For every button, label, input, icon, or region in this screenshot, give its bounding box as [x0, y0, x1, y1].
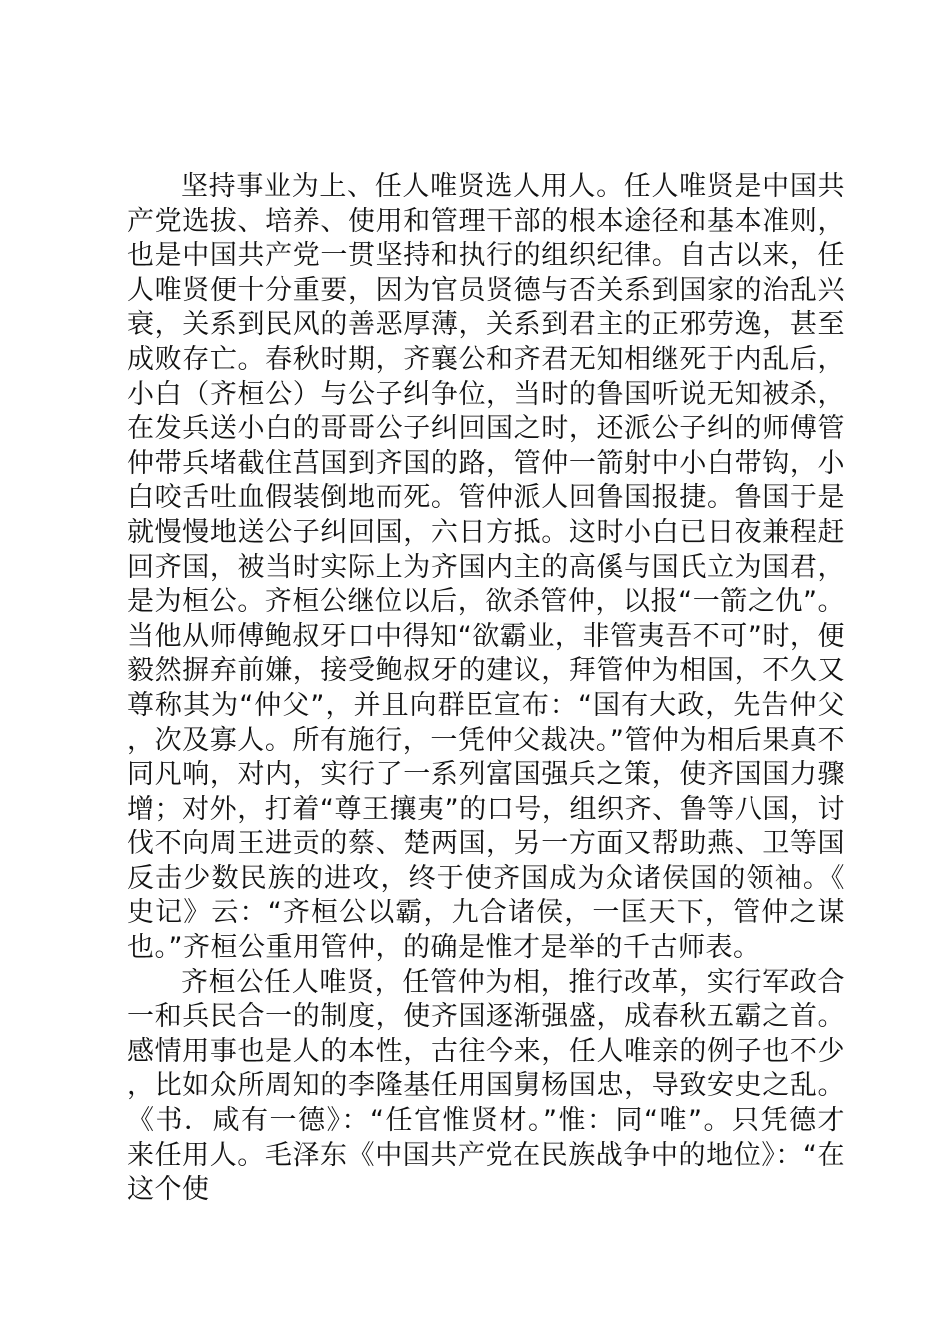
paragraph-2: 齐桓公任人唯贤，任管仲为相，推行改革，实行军政合一和兵民合一的制度，使齐国逐渐强盛，成春秋五霸之首。感情用事也是人的本性，古往今来，任人唯亲的例子也不少，比如众所周知的李隆基任用国舅杨国忠，导致安史之乱。《书．咸有一德》：“任官惟贤材。”惟：同“唯”。只凭德才来任用人。毛泽东《中国共产党在民族战争中的地位》：“在这个使 — [127, 966, 845, 1206]
paragraph-1: 坚持事业为上、任人唯贤选人用人。任人唯贤是中国共产党选拔、培养、使用和管理干部的根本途径和基本准则，也是中国共产党一贯坚持和执行的组织纪律。自古以来，任人唯贤便十分重要，因为官员贤德与否关系到国家的治乱兴衰，关系到民风的善恶厚薄，关系到君主的正邪劳逸，甚至成败存亡。春秋时期，齐襄公和齐君无知相继死于内乱后，小白（齐桓公）与公子纠争位，当时的鲁国听说无知被杀，在发兵送小白的哥哥公子纠回国之时，还派公子纠的师傅管仲带兵堵截住莒国到齐国的路，管仲一箭射中小白带钩，小白咬舌吐血假装倒地而死。管仲派人回鲁国报捷。鲁国于是就慢慢地送公子纠回国，六日方抵。这时小白已日夜兼程赶回齐国，被当时实际上为齐国内主的高傒与国氏立为国君，是为桓公。齐桓公继位以后，欲杀管仲，以报“一箭之仇”。当他从师傅鲍叔牙口中得知“欲霸业，非管夷吾不可”时，便毅然摒弃前嫌，接受鲍叔牙的建议，拜管仲为相国，不久又尊称其为“仲父”，并且向群臣宣布：“国有大政，先告仲父，次及寡人。所有施行，一凭仲父裁决。”管仲为相后果真不同凡响，对内，实行了一系列富国强兵之策，使齐国国力骤增；对外，打着“尊王攘夷”的口号，组织齐、鲁等八国，讨伐不向周王进贡的蔡、楚两国，另一方面又帮助燕、卫等国反击少数民族的进攻，终于使齐国成为众诸侯国的领袖。《史记》云：“齐桓公以霸，九合诸侯，一匡天下，管仲之谋也。”齐桓公重用管仲，的确是惟才是举的千古师表。 — [127, 171, 845, 964]
document-body — [127, 170, 845, 1208]
